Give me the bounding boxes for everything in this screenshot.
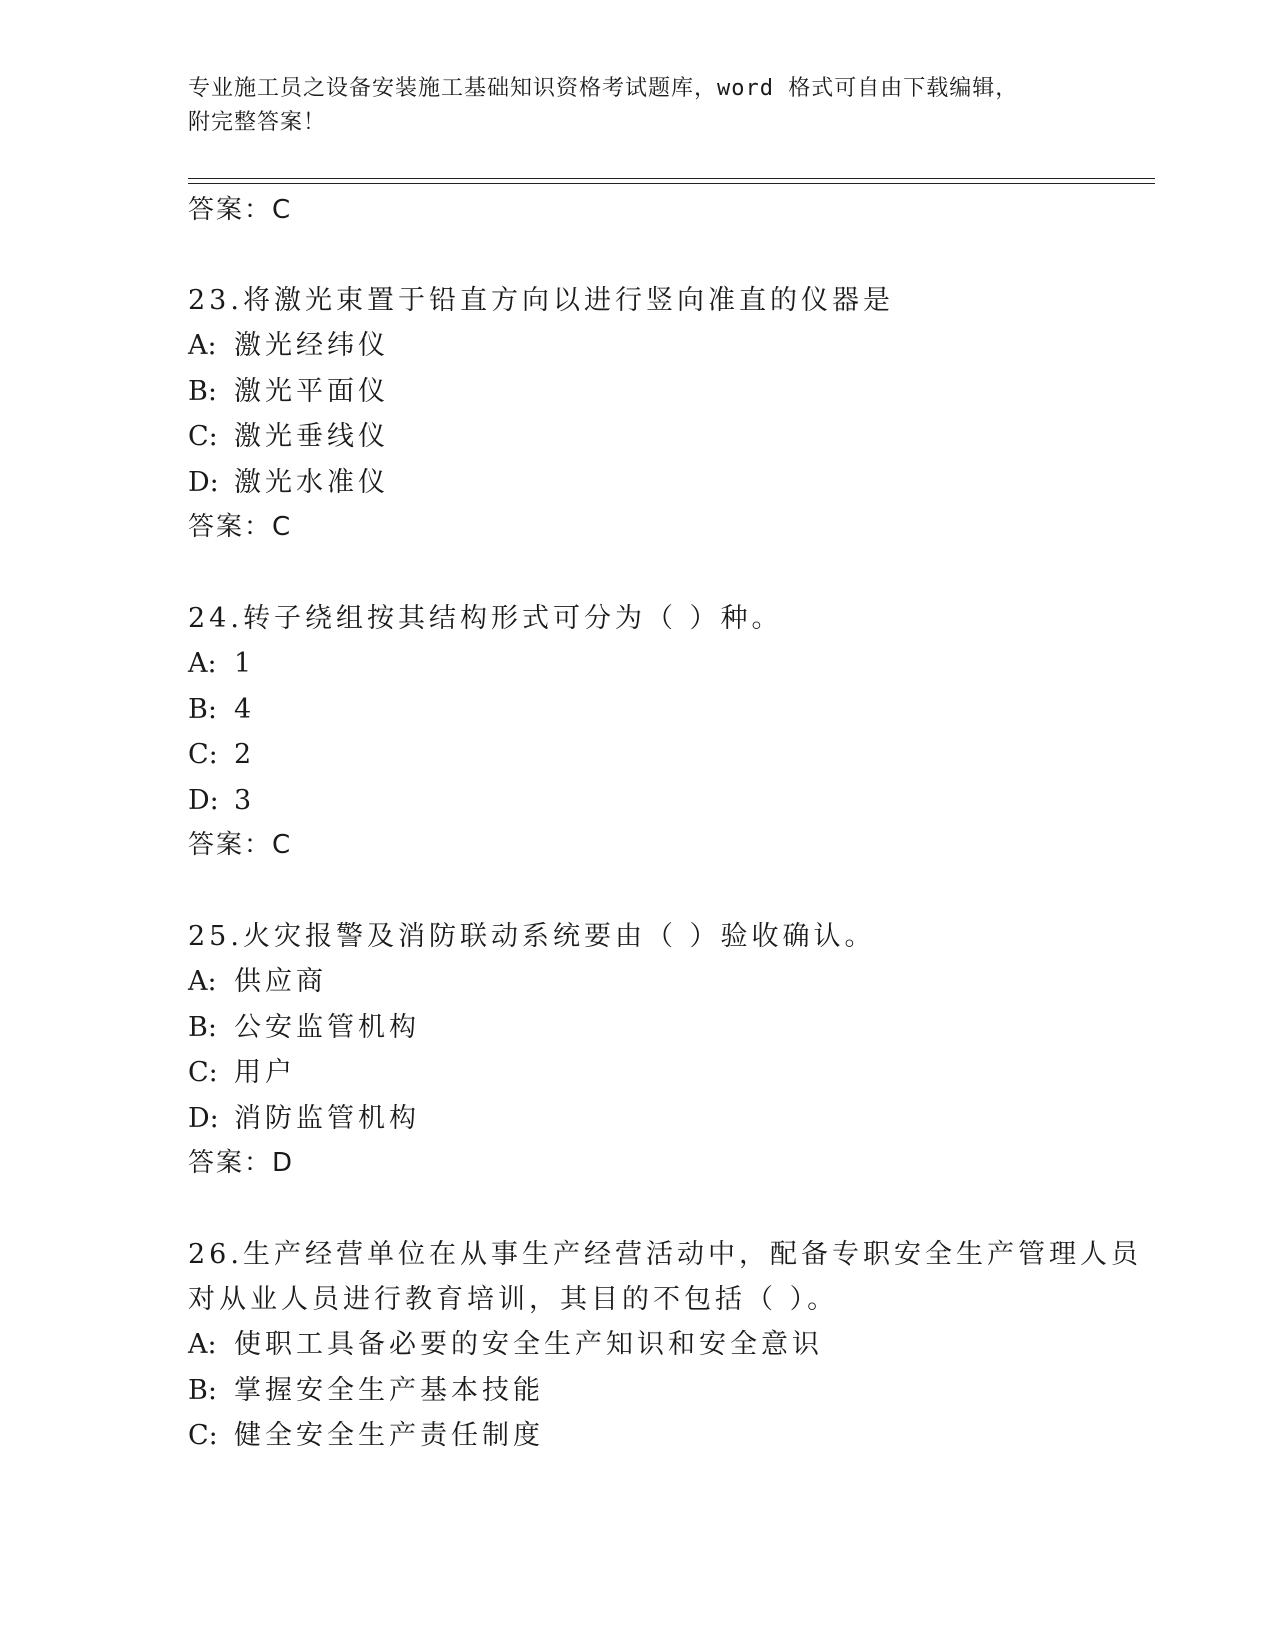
header-title-line-2: 附完整答案！ <box>188 110 327 135</box>
question-answer: 答案：D <box>188 1148 295 1178</box>
option-text: 掌握安全生产基本技能 <box>234 1374 544 1406</box>
option-text: 1 <box>234 648 256 679</box>
option-b <box>188 687 1148 733</box>
option-text: 消防监管机构 <box>234 1102 420 1134</box>
option-text: 激光平面仪 <box>234 375 389 407</box>
option-text: 激光垂线仪 <box>234 421 389 452</box>
option-key: C: <box>188 1057 218 1088</box>
header-divider-bottom <box>188 183 1155 184</box>
option-key: D: <box>188 466 219 498</box>
option-key: B: <box>188 1011 217 1043</box>
option-d <box>188 460 1148 506</box>
question-stem: 24.转子绕组按其结构形式可分为（ ）种。 <box>188 603 783 634</box>
option-text: 4 <box>234 693 256 725</box>
option-b <box>188 1005 1148 1051</box>
question-answer: 答案：C <box>188 512 293 542</box>
option-text: 供应商 <box>234 966 327 997</box>
option-text: 使职工具备必要的安全生产知识和安全意识 <box>234 1329 823 1360</box>
question-stem: 25.火灾报警及消防联动系统要由（ ）验收确认。 <box>188 921 876 952</box>
option-text: 激光经纬仪 <box>234 330 389 361</box>
option-a <box>188 1322 1148 1368</box>
option-text: 3 <box>234 784 256 816</box>
option-key: C: <box>188 739 218 770</box>
option-c <box>188 1413 1148 1459</box>
option-d <box>188 778 1148 824</box>
question-item <box>188 596 1148 868</box>
option-text: 健全安全生产责任制度 <box>234 1420 544 1451</box>
option-key: B: <box>188 693 217 725</box>
question-stem-line-1: 26.生产经营单位在从事生产经营活动中，配备专职安全生产管理人员 <box>188 1239 1142 1270</box>
previous-answer: 答案：C <box>188 195 293 225</box>
option-key: B: <box>188 375 217 407</box>
option-a <box>188 323 1148 369</box>
option-c <box>188 1050 1148 1096</box>
header-divider-top <box>188 178 1155 179</box>
option-key: D: <box>188 784 219 816</box>
option-a <box>188 641 1148 687</box>
question-item <box>188 1232 1148 1459</box>
option-text: 激光水准仪 <box>234 466 389 498</box>
option-key: A: <box>188 966 217 997</box>
option-c <box>188 732 1148 778</box>
header-title-line-1: 专业施工员之设备安装施工基础知识资格考试题库，word 格式可自由下载编辑， <box>188 76 1019 101</box>
option-key: C: <box>188 421 218 452</box>
question-item <box>188 278 1148 550</box>
option-key: A: <box>188 330 217 361</box>
option-d <box>188 1096 1148 1142</box>
option-key: B: <box>188 1374 217 1406</box>
option-a <box>188 959 1148 1005</box>
option-b <box>188 1368 1148 1414</box>
question-list <box>188 188 1148 1505</box>
question-item <box>188 914 1148 1186</box>
option-text: 公安监管机构 <box>234 1011 420 1043</box>
option-text: 2 <box>234 739 256 770</box>
option-text: 用户 <box>234 1057 296 1088</box>
option-key: A: <box>188 1329 217 1360</box>
question-stem: 23.将激光束置于铅直方向以进行竖向准直的仪器是 <box>188 285 894 316</box>
question-stem-line-2: 对从业人员进行教育培训，其目的不包括（ ）。 <box>188 1284 839 1315</box>
option-c <box>188 414 1148 460</box>
option-key: A: <box>188 648 217 679</box>
option-key: C: <box>188 1420 218 1451</box>
option-b <box>188 369 1148 415</box>
document-header <box>188 72 1078 140</box>
option-key: D: <box>188 1102 219 1134</box>
question-answer: 答案：C <box>188 830 293 860</box>
